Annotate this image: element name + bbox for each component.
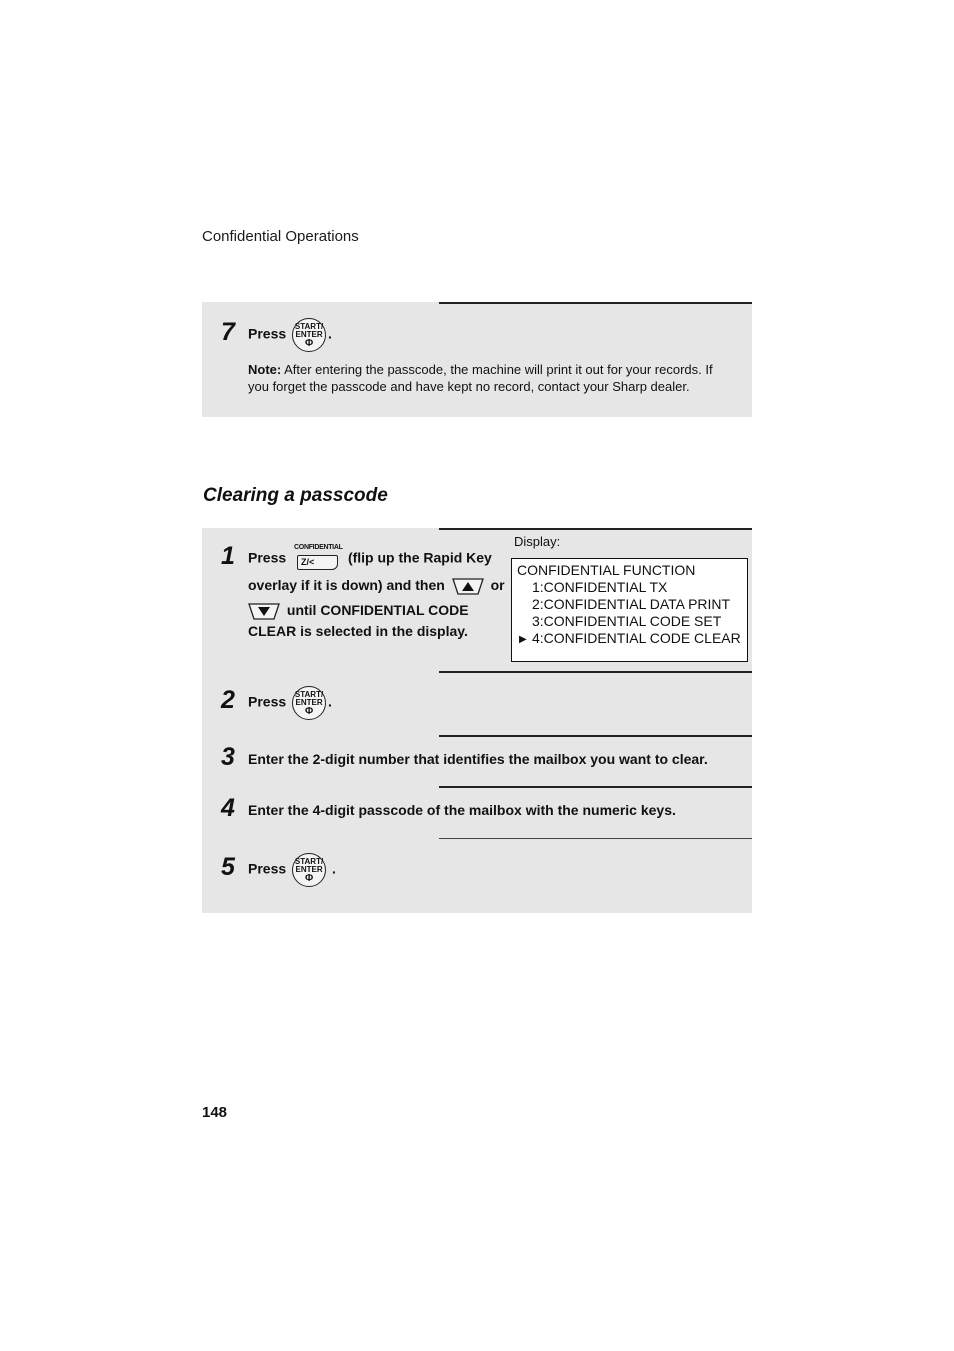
display-label: Display: xyxy=(514,534,561,549)
step-1-line-3: until CONFIDENTIAL CODE xyxy=(248,602,469,620)
step-4-number: 4 xyxy=(221,794,235,822)
display-line-1: CONFIDENTIAL FUNCTION xyxy=(517,562,696,578)
step-1-line-4: CLEAR is selected in the display. xyxy=(248,623,468,639)
display-line-5: 4:CONFIDENTIAL CODE CLEAR xyxy=(532,630,741,646)
lcd-display xyxy=(511,558,748,662)
step-2-instruction: Press START/ ENTER Φ . xyxy=(248,686,332,720)
selection-pointer-icon: ▶ xyxy=(519,634,527,645)
step-1-line-1: Press CONFIDENTIAL Z/< (flip up the Rapid Key xyxy=(248,544,492,574)
step-2-rule xyxy=(439,671,752,673)
display-line-4: 3:CONFIDENTIAL CODE SET xyxy=(532,613,722,629)
section-title: Clearing a passcode xyxy=(203,485,388,506)
down-arrow-key-icon xyxy=(248,602,280,620)
step-5-rule xyxy=(439,838,752,839)
display-line-2: 1:CONFIDENTIAL TX xyxy=(532,579,668,595)
steps-panel xyxy=(202,528,752,913)
step-1-line-2: overlay if it is down) and then or xyxy=(248,577,505,595)
step-7-press: Press xyxy=(248,325,287,342)
step-1-number: 1 xyxy=(221,542,235,570)
step-3-number: 3 xyxy=(221,743,235,771)
start-enter-key-icon: START/ ENTER Φ xyxy=(292,853,326,887)
step-4-rule xyxy=(439,786,752,788)
step-7-rule xyxy=(439,302,752,304)
start-enter-key-icon: START/ ENTER Φ xyxy=(292,318,326,352)
start-enter-key-icon: START/ ENTER Φ xyxy=(292,686,326,720)
display-line-3: 2:CONFIDENTIAL DATA PRINT xyxy=(532,596,731,612)
step-2-number: 2 xyxy=(221,686,235,714)
confidential-key-icon: CONFIDENTIAL Z/< xyxy=(294,544,340,574)
step-3-text: Enter the 2-digit number that identifies the mailbox you want to clear. xyxy=(248,751,708,767)
step-7-panel xyxy=(202,302,752,417)
note-label: Note: xyxy=(248,362,282,377)
step-7-note xyxy=(248,361,742,395)
step-7-period: . xyxy=(328,325,332,342)
step-1-rule xyxy=(439,528,752,530)
note-line-2: you forget the passcode and have kept no record, contact your Sharp dealer. xyxy=(248,379,690,394)
running-head: Confidential Operations xyxy=(202,228,359,245)
page-number: 148 xyxy=(202,1104,228,1121)
step-5-number: 5 xyxy=(221,853,235,881)
step-5-instruction: Press START/ ENTER Φ . xyxy=(248,853,336,887)
step-7-instruction xyxy=(248,318,332,352)
step-7-number: 7 xyxy=(221,318,235,346)
step-3-rule xyxy=(439,735,752,737)
up-arrow-key-icon xyxy=(452,577,484,595)
step-4-text: Enter the 4-digit passcode of the mailbox with the numeric keys. xyxy=(248,802,676,818)
note-line-1: After entering the passcode, the machine will print it out for your records. If xyxy=(281,362,713,377)
